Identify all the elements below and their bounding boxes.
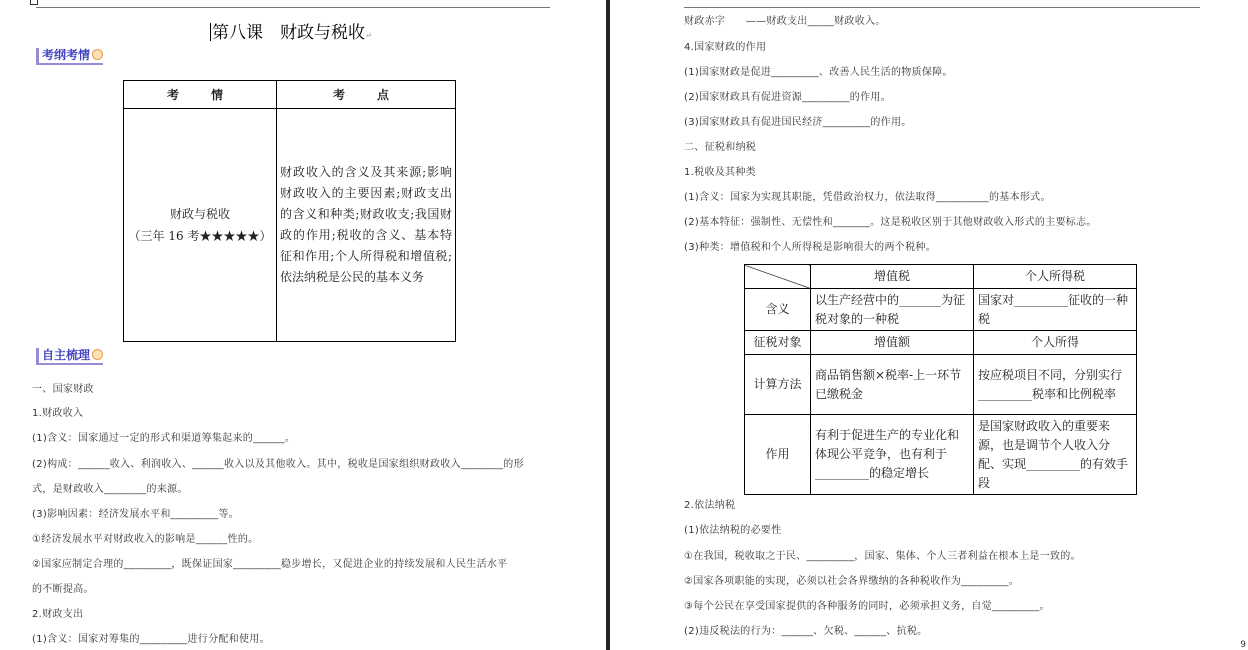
table-header-vat: 增值税: [811, 265, 974, 289]
text-line: ②国家应制定合理的_________，既保证国家_________稳步增长，又促进企业的持续发展和人民生活水平: [32, 559, 508, 570]
table-cell: 有利于促进生产的专业化和体现公平竞争，也有利于_________的稳定增长: [811, 415, 974, 495]
corner-mark: [30, 0, 38, 5]
table-header-kaodian: 考 点: [277, 81, 456, 109]
text-line: 二、征税和纳税: [684, 142, 757, 153]
text-line: (2)基本特征：强制性、无偿性和_______。这是税收区别于其他财政收入形式的主要标志。: [684, 217, 1097, 228]
header-rule: [36, 7, 550, 8]
text-line: 1.财政收入: [32, 408, 84, 419]
text-line: 2.依法纳税: [684, 500, 736, 511]
exam-frequency: （三年 16 考★★★★★）: [128, 229, 272, 243]
text-line: (3)影响因素：经济发展水平和_________等。: [32, 509, 239, 520]
header-rule: [684, 7, 1200, 8]
row-label: 含义: [745, 289, 811, 331]
text-line: ②国家各项职能的实现，必须以社会各界缴纳的各种税收作为_________。: [684, 576, 1020, 587]
text-line: ①经济发展水平对财政收入的影响是______性的。: [32, 534, 259, 545]
lesson-title: 第八课 财政与税收↵: [212, 23, 372, 43]
row-label: 计算方法: [745, 355, 811, 415]
section-badge-label: 自主梳理: [42, 348, 91, 362]
lesson-title-text: 第八课 财政与税收: [212, 23, 365, 43]
text-line: 4.国家财政的作用: [684, 42, 767, 53]
text-line: ③每个公民在享受国家提供的各种服务的同时，必须承担义务，自觉_________。: [684, 601, 1050, 612]
document-page-left: [0, 0, 606, 650]
topic-name: 财政与税收: [169, 207, 230, 221]
text-cursor: [210, 23, 211, 41]
text-line: 的不断提高。: [32, 584, 94, 595]
text-line: (1)国家财政是促进_________、改善人民生活的物质保障。: [684, 67, 953, 78]
table-cell: 以生产经营中的_______为征税对象的一种税: [811, 289, 974, 331]
row-label: 作用: [745, 415, 811, 495]
text-line: (2)构成：______收入、利润收入、______收入以及其他收入。其中，税收是国家组织财政收入________的形: [32, 459, 524, 470]
page-divider: [606, 0, 610, 650]
text-line: (1)依法纳税的必要性: [684, 525, 782, 536]
text-line: (1)含义：国家对筹集的_________进行分配和使用。: [32, 634, 270, 645]
table-cell: 个人所得: [974, 331, 1137, 355]
table-cell-kaodian: 财政收入的含义及其来源;影响财政收入的主要因素;财政支出的含义和种类;财政收支;我国财政的作用;税收的含义、基本特征和作用;个人所得税和增值税;依法纳税是公民的基本义务: [277, 109, 456, 342]
table-corner-cell: [745, 265, 811, 289]
text-line: (2)违反税法的行为：______、欠税、______、抗税。: [684, 626, 928, 637]
row-label: 征税对象: [745, 331, 811, 355]
text-line: (3)种类：增值税和个人所得税是影响很大的两个税种。: [684, 242, 936, 253]
text-line: 2.财政支出: [32, 609, 84, 620]
section-badge-kaogang: [36, 48, 103, 65]
section-badge-zizhu: [36, 348, 103, 365]
badge-icon: [92, 349, 103, 360]
table-header-kaoqing: 考 情: [124, 81, 277, 109]
exam-outline-table: [123, 80, 456, 342]
text-line: 1.税收及其种类: [684, 167, 756, 178]
text-line: (3)国家财政具有促进国民经济_________的作用。: [684, 117, 912, 128]
text-line: ①在我国，税收取之于民、_________，国家、集体、个人三者利益在根本上是一致的。: [684, 551, 1081, 562]
text-line: 一、国家财政: [32, 384, 94, 395]
page-number: 9: [1240, 640, 1246, 650]
text-line: (1)含义：国家通过一定的形式和渠道筹集起来的______。: [32, 433, 296, 444]
table-cell: 增值额: [811, 331, 974, 355]
text-line: 式，是财政收入________的来源。: [32, 484, 188, 495]
table-cell: 国家对_________征收的一种税: [974, 289, 1137, 331]
table-cell: 商品销售额×税率-上一环节已缴税金: [811, 355, 974, 415]
text-line: 财政赤字 ——财政支出_____财政收入。: [684, 16, 886, 27]
badge-icon: [92, 49, 103, 60]
table-header-income-tax: 个人所得税: [974, 265, 1137, 289]
table-cell-kaoqing: [124, 109, 277, 342]
table-cell: 按应税项目不同，分别实行_________税率和比例税率: [974, 355, 1137, 415]
table-cell: 是国家财政收入的重要来源，也是调节个人收入分配、实现_________的有效手段: [974, 415, 1137, 495]
section-badge-label: 考纲考情: [42, 48, 91, 62]
tax-comparison-table: [744, 264, 1137, 495]
text-line: (1)含义：国家为实现其职能，凭借政治权力，依法取得__________的基本形式。: [684, 192, 1051, 203]
text-line: (2)国家财政具有促进资源_________的作用。: [684, 92, 891, 103]
